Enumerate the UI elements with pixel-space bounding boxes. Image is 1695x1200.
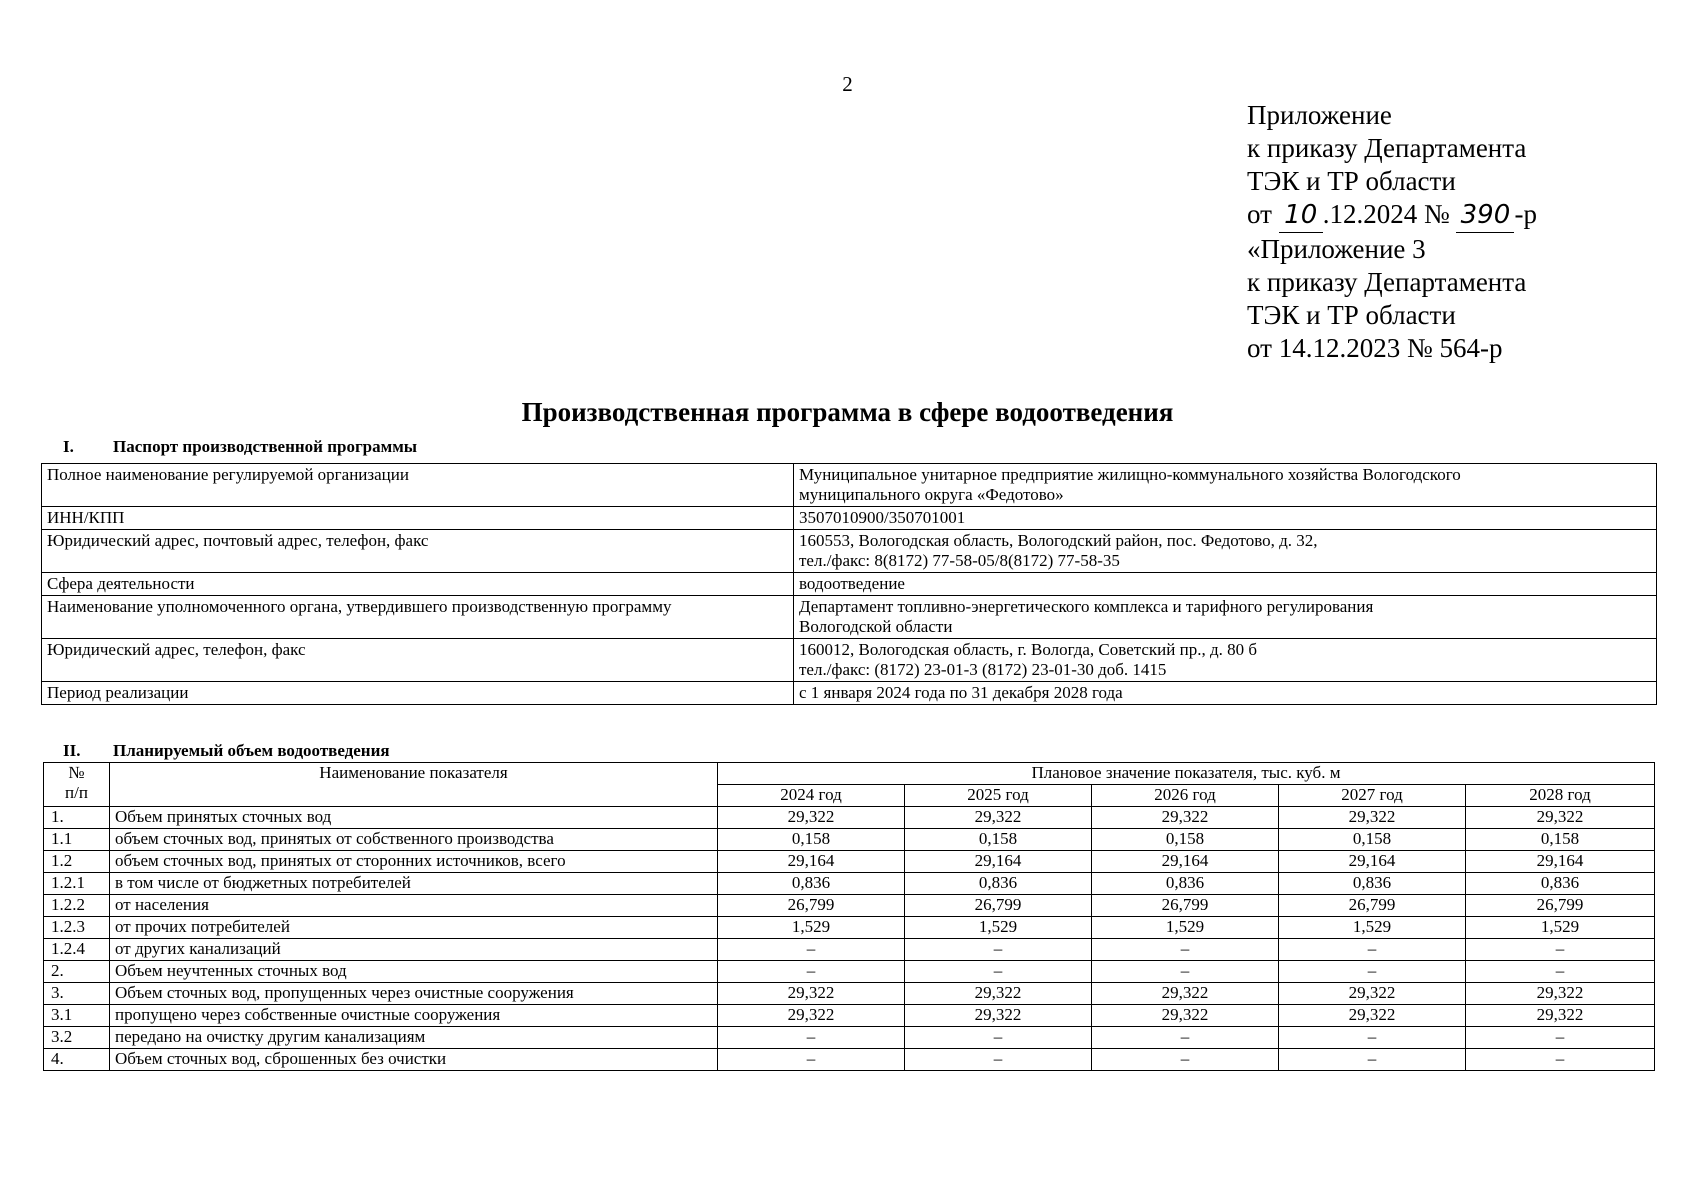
row-value: – bbox=[1092, 1027, 1279, 1049]
row-value: – bbox=[1466, 961, 1655, 983]
row-value: 29,322 bbox=[1279, 983, 1466, 1005]
row-value: 29,322 bbox=[718, 1005, 905, 1027]
row-number: 1.1 bbox=[44, 829, 110, 851]
row-value: 29,322 bbox=[1279, 807, 1466, 829]
passport-row bbox=[42, 596, 1657, 639]
header-number-line2: п/п bbox=[65, 783, 88, 802]
row-value: 29,322 bbox=[1092, 983, 1279, 1005]
row-value: 0,836 bbox=[1466, 873, 1655, 895]
passport-value bbox=[794, 639, 1657, 682]
volume-table bbox=[43, 762, 1655, 1071]
appendix-line: к приказу Департамента bbox=[1247, 133, 1527, 163]
row-value: 29,164 bbox=[905, 851, 1092, 873]
appendix-block bbox=[1247, 99, 1537, 365]
row-number: 1.2.3 bbox=[44, 917, 110, 939]
passport-value-line: водоотведение bbox=[799, 574, 905, 593]
order-date-line bbox=[1247, 198, 1537, 233]
row-value: 29,164 bbox=[1092, 851, 1279, 873]
row-value: 0,836 bbox=[718, 873, 905, 895]
row-value: 0,158 bbox=[905, 829, 1092, 851]
passport-label: Юридический адрес, почтовый адрес, телефон, факс bbox=[42, 530, 794, 573]
row-value: 29,322 bbox=[905, 807, 1092, 829]
passport-label: Полное наименование регулируемой организации bbox=[42, 464, 794, 507]
passport-value-line: Департамент топливно-энергетического комплекса и тарифного регулирования bbox=[799, 597, 1374, 616]
passport-value bbox=[794, 596, 1657, 639]
header-indicator-name: Наименование показателя bbox=[110, 763, 718, 807]
header-number-line1: № bbox=[68, 763, 85, 782]
table-row bbox=[44, 895, 1655, 917]
header-year: 2027 год bbox=[1279, 785, 1466, 807]
row-value: – bbox=[905, 939, 1092, 961]
passport-value-line: муниципального округа «Федотово» bbox=[799, 485, 1064, 504]
row-number: 4. bbox=[44, 1049, 110, 1071]
row-value: 29,322 bbox=[718, 983, 905, 1005]
row-value: 29,322 bbox=[905, 983, 1092, 1005]
table-row bbox=[44, 1049, 1655, 1071]
row-value: 29,322 bbox=[1092, 1005, 1279, 1027]
row-indicator-name: Объем принятых сточных вод bbox=[110, 807, 718, 829]
appendix-line: Приложение bbox=[1247, 100, 1392, 130]
order-middle: .12.2024 № bbox=[1322, 199, 1457, 229]
row-value: – bbox=[905, 1027, 1092, 1049]
order-suffix: -р bbox=[1514, 199, 1537, 229]
row-value: – bbox=[1092, 961, 1279, 983]
row-value: 1,529 bbox=[1279, 917, 1466, 939]
passport-value bbox=[794, 682, 1657, 705]
passport-value-line: 160012, Вологодская область, г. Вологда, Советский пр., д. 80 б bbox=[799, 640, 1258, 659]
row-number: 2. bbox=[44, 961, 110, 983]
row-value: – bbox=[1092, 1049, 1279, 1071]
row-value: 0,836 bbox=[1092, 873, 1279, 895]
order-prefix: от bbox=[1247, 199, 1279, 229]
row-value: 29,322 bbox=[1466, 807, 1655, 829]
row-indicator-name: объем сточных вод, принятых от собственного производства bbox=[110, 829, 718, 851]
row-value: – bbox=[1466, 1027, 1655, 1049]
handwritten-number: 390 bbox=[1456, 199, 1514, 233]
table-row bbox=[44, 939, 1655, 961]
passport-label: Юридический адрес, телефон, факс bbox=[42, 639, 794, 682]
row-value: 29,322 bbox=[1466, 1005, 1655, 1027]
appendix-line: ТЭК и ТР области bbox=[1247, 166, 1456, 196]
appendix-line: ТЭК и ТР области bbox=[1247, 300, 1456, 330]
section-number: II. bbox=[63, 741, 81, 760]
section-number: I. bbox=[63, 437, 74, 456]
row-indicator-name: Объем сточных вод, пропущенных через очистные сооружения bbox=[110, 983, 718, 1005]
row-value: 1,529 bbox=[718, 917, 905, 939]
row-value: – bbox=[1092, 939, 1279, 961]
header-year: 2028 год bbox=[1466, 785, 1655, 807]
row-indicator-name: передано на очистку другим канализациям bbox=[110, 1027, 718, 1049]
appendix-line: «Приложение 3 bbox=[1247, 234, 1426, 264]
row-value: 29,322 bbox=[905, 1005, 1092, 1027]
passport-value bbox=[794, 573, 1657, 596]
table-row bbox=[44, 1027, 1655, 1049]
passport-value bbox=[794, 530, 1657, 573]
row-value: – bbox=[718, 961, 905, 983]
header-year: 2026 год bbox=[1092, 785, 1279, 807]
row-number: 3.1 bbox=[44, 1005, 110, 1027]
row-value: 0,158 bbox=[1092, 829, 1279, 851]
row-indicator-name: от прочих потребителей bbox=[110, 917, 718, 939]
row-value: – bbox=[718, 1027, 905, 1049]
row-indicator-name: пропущено через собственные очистные сооружения bbox=[110, 1005, 718, 1027]
table-row bbox=[44, 873, 1655, 895]
row-number: 1.2.1 bbox=[44, 873, 110, 895]
page-number: 2 bbox=[842, 72, 853, 96]
row-indicator-name: объем сточных вод, принятых от сторонних источников, всего bbox=[110, 851, 718, 873]
row-indicator-name: от населения bbox=[110, 895, 718, 917]
passport-row bbox=[42, 573, 1657, 596]
table-row bbox=[44, 1005, 1655, 1027]
handwritten-day: 10 bbox=[1279, 199, 1323, 233]
row-value: 26,799 bbox=[905, 895, 1092, 917]
row-value: 29,322 bbox=[1466, 983, 1655, 1005]
row-value: 26,799 bbox=[1092, 895, 1279, 917]
passport-value-line: с 1 января 2024 года по 31 декабря 2028 года bbox=[799, 683, 1123, 702]
row-number: 3.2 bbox=[44, 1027, 110, 1049]
row-value: 0,158 bbox=[718, 829, 905, 851]
row-value: – bbox=[1279, 961, 1466, 983]
passport-row bbox=[42, 530, 1657, 573]
passport-row bbox=[42, 507, 1657, 530]
row-value: 1,529 bbox=[1466, 917, 1655, 939]
row-value: – bbox=[1279, 1049, 1466, 1071]
table-row bbox=[44, 917, 1655, 939]
passport-label: ИНН/КПП bbox=[42, 507, 794, 530]
row-value: 1,529 bbox=[905, 917, 1092, 939]
row-value: 29,164 bbox=[1466, 851, 1655, 873]
row-value: – bbox=[1466, 939, 1655, 961]
passport-label: Период реализации bbox=[42, 682, 794, 705]
row-number: 1. bbox=[44, 807, 110, 829]
row-indicator-name: Объем сточных вод, сброшенных без очистки bbox=[110, 1049, 718, 1071]
passport-value-line: 3507010900/350701001 bbox=[799, 508, 966, 527]
row-number: 1.2.2 bbox=[44, 895, 110, 917]
row-value: – bbox=[1279, 1027, 1466, 1049]
section-2-heading bbox=[63, 741, 390, 761]
passport-row bbox=[42, 639, 1657, 682]
passport-value-line: 160553, Вологодская область, Вологодский район, пос. Федотово, д. 32, bbox=[799, 531, 1318, 550]
row-indicator-name: от других канализаций bbox=[110, 939, 718, 961]
row-value: – bbox=[905, 1049, 1092, 1071]
passport-row bbox=[42, 464, 1657, 507]
table-row bbox=[44, 961, 1655, 983]
passport-value-line: Вологодской области bbox=[799, 617, 953, 636]
passport-label: Наименование уполномоченного органа, утвердившего производственную программу bbox=[42, 596, 794, 639]
header-plan-group: Плановое значение показателя, тыс. куб. м bbox=[718, 763, 1655, 785]
row-value: 1,529 bbox=[1092, 917, 1279, 939]
row-number: 1.2.4 bbox=[44, 939, 110, 961]
row-value: – bbox=[1279, 939, 1466, 961]
row-indicator-name: Объем неучтенных сточных вод bbox=[110, 961, 718, 983]
passport-value-line: Муниципальное унитарное предприятие жилищно-коммунального хозяйства Вологодского bbox=[799, 465, 1461, 484]
row-value: 26,799 bbox=[1466, 895, 1655, 917]
row-value: 0,158 bbox=[1279, 829, 1466, 851]
row-value: 26,799 bbox=[718, 895, 905, 917]
header-number bbox=[44, 763, 110, 807]
document-title: Производственная программа в сфере водоотведения bbox=[521, 397, 1174, 427]
section-title: Планируемый объем водоотведения bbox=[113, 741, 390, 760]
table-row bbox=[44, 829, 1655, 851]
row-value: 29,164 bbox=[1279, 851, 1466, 873]
row-value: – bbox=[718, 939, 905, 961]
header-year: 2024 год bbox=[718, 785, 905, 807]
row-value: – bbox=[718, 1049, 905, 1071]
row-indicator-name: в том числе от бюджетных потребителей bbox=[110, 873, 718, 895]
table-row bbox=[44, 983, 1655, 1005]
row-value: 26,799 bbox=[1279, 895, 1466, 917]
section-title: Паспорт производственной программы bbox=[113, 437, 418, 456]
appendix-line: к приказу Департамента bbox=[1247, 267, 1527, 297]
passport-value-line: тел./факс: (8172) 23-01-3 (8172) 23-01-30 доб. 1415 bbox=[799, 660, 1167, 679]
row-value: 0,158 bbox=[1466, 829, 1655, 851]
passport-label: Сфера деятельности bbox=[42, 573, 794, 596]
row-value: 29,322 bbox=[718, 807, 905, 829]
passport-table bbox=[41, 463, 1657, 705]
appendix-line: от 14.12.2023 № 564-р bbox=[1247, 333, 1503, 363]
section-1-heading bbox=[63, 437, 417, 457]
table-row bbox=[44, 851, 1655, 873]
passport-row bbox=[42, 682, 1657, 705]
row-value: 0,836 bbox=[1279, 873, 1466, 895]
row-number: 3. bbox=[44, 983, 110, 1005]
passport-value bbox=[794, 507, 1657, 530]
row-value: 29,164 bbox=[718, 851, 905, 873]
passport-value-line: тел./факс: 8(8172) 77-58-05/8(8172) 77-58-35 bbox=[799, 551, 1120, 570]
row-value: – bbox=[905, 961, 1092, 983]
row-value: – bbox=[1466, 1049, 1655, 1071]
row-number: 1.2 bbox=[44, 851, 110, 873]
table-row bbox=[44, 807, 1655, 829]
row-value: 29,322 bbox=[1279, 1005, 1466, 1027]
passport-value bbox=[794, 464, 1657, 507]
row-value: 0,836 bbox=[905, 873, 1092, 895]
row-value: 29,322 bbox=[1092, 807, 1279, 829]
header-year: 2025 год bbox=[905, 785, 1092, 807]
